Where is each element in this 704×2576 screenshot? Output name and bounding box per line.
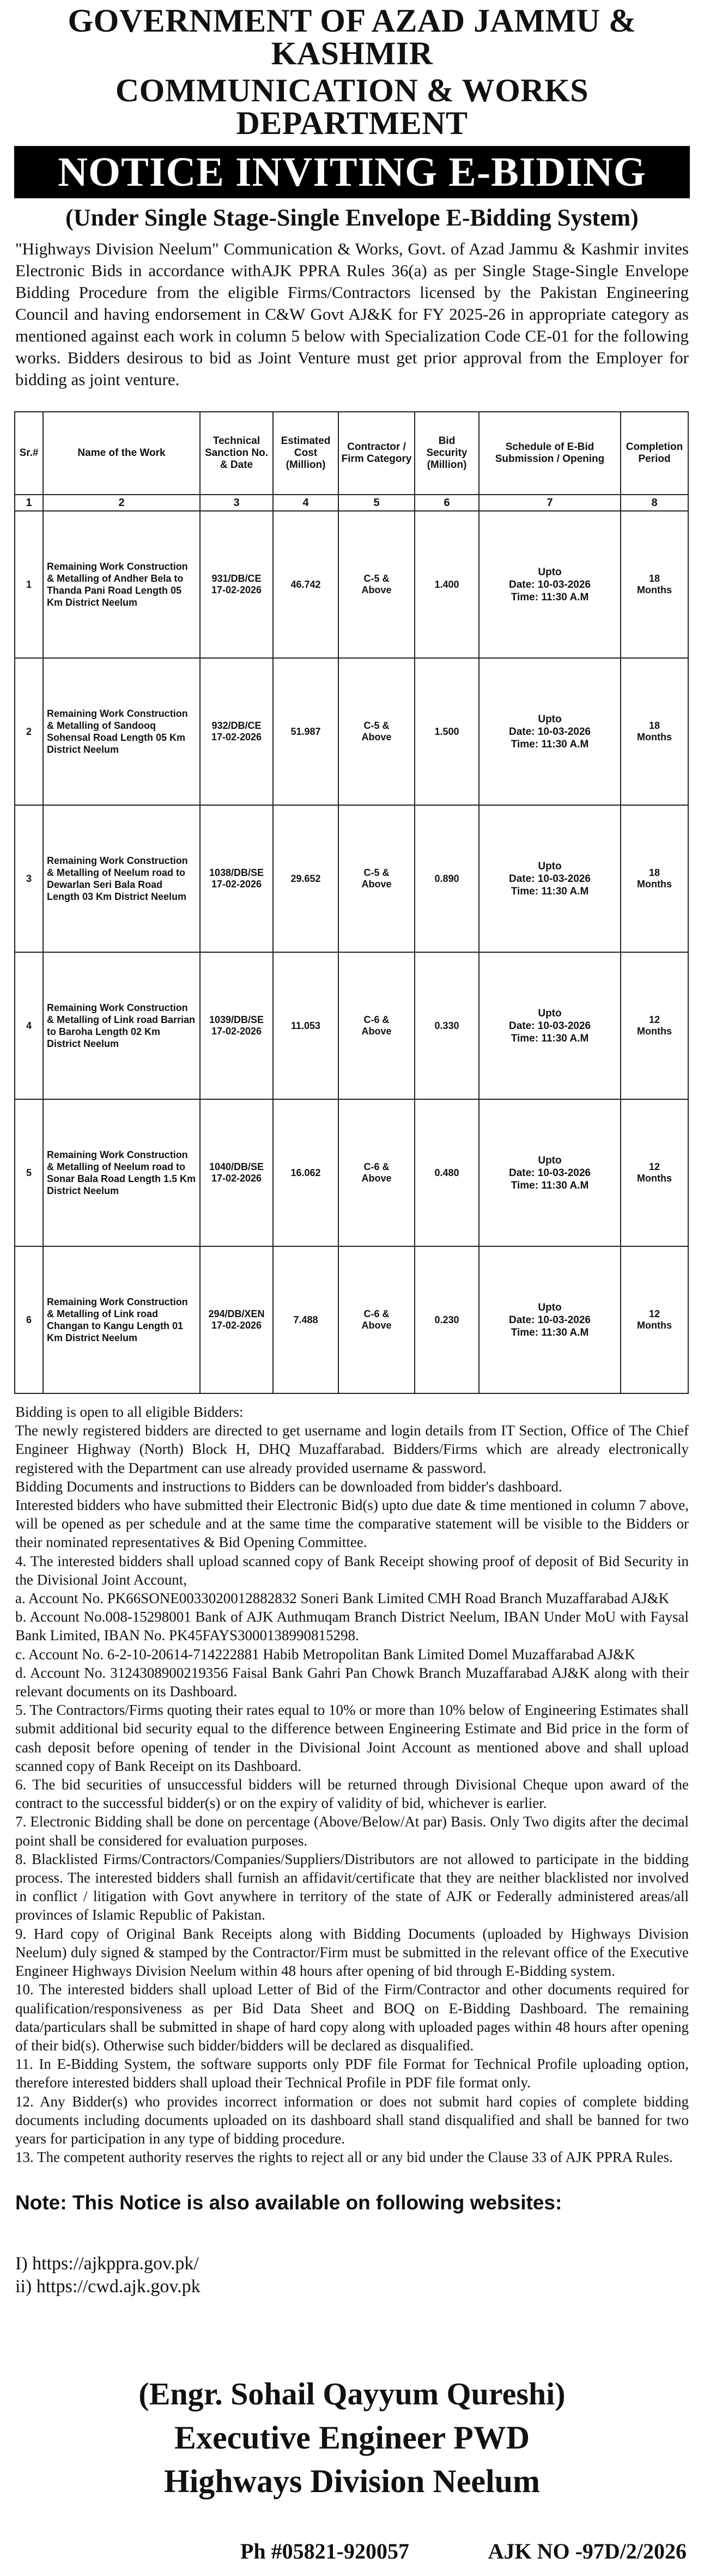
notice-subtitle: (Under Single Stage-Single Envelope E-Bidding System) (65, 204, 639, 231)
schedule-cell (479, 1099, 621, 1246)
security-cell: 0.480 (415, 1099, 479, 1246)
schedule-upto: Upto (538, 1154, 562, 1166)
category-cell (338, 511, 415, 658)
table-row (15, 1246, 688, 1393)
col-header-technical-sanction: Technical Sanction No. & Date (200, 412, 273, 495)
sr-cell: 6 (15, 1246, 43, 1393)
works-table (14, 411, 689, 1394)
period-value: 12 (648, 1161, 660, 1172)
term-paragraph: Bidding Documents and instructions to Bidders can be downloaded from bidder's dashboard. (15, 1478, 562, 1495)
column-number: 7 (479, 495, 621, 511)
cost-cell: 29.652 (273, 805, 338, 952)
completion-cell (621, 1246, 688, 1393)
period-value: 18 (648, 720, 660, 731)
government-heading: GOVERNMENT OF AZAD JAMMU & KASHMIR (68, 3, 636, 71)
completion-cell (621, 805, 688, 952)
table-row (15, 952, 688, 1099)
schedule-cell (479, 658, 621, 805)
table-row (15, 805, 688, 952)
ts-cell (200, 805, 273, 952)
footer-line (14, 2538, 690, 2571)
schedule-time: Time: 11:30 A.M (511, 591, 589, 603)
schedule-date: Date: 10-03-2026 (509, 578, 591, 590)
category-above: Above (361, 1320, 392, 1331)
col-header-bid-security: Bid Security (Million) (415, 412, 479, 495)
schedule-upto: Upto (538, 1007, 562, 1019)
completion-cell (621, 1099, 688, 1246)
period-unit: Months (637, 1320, 672, 1331)
cost-cell: 51.987 (273, 658, 338, 805)
category-cell (338, 1246, 415, 1393)
column-number: 8 (621, 495, 688, 511)
completion-cell (621, 511, 688, 658)
schedule-time: Time: 11:30 A.M (511, 885, 589, 897)
ts-cell (200, 658, 273, 805)
note-heading: Note: This Notice is also available on following websites: (15, 2191, 562, 2214)
ts-date: 17-02-2026 (211, 1320, 262, 1331)
schedule-date: Date: 10-03-2026 (509, 873, 591, 885)
ts-date: 17-02-2026 (211, 584, 262, 595)
col-header-category: Contractor / Firm Category (338, 412, 415, 495)
column-number: 3 (200, 495, 273, 511)
phone-number: Ph #05821-920057 (240, 2539, 409, 2563)
category-above: Above (361, 1026, 392, 1037)
period-value: 12 (648, 1308, 660, 1319)
column-number: 1 (15, 495, 43, 511)
ts-cell (200, 511, 273, 658)
term-paragraph: 10. The interested bidders shall upload Letter of Bid of the Firm/Contractor and other documents required for qualification/responsiveness as per Bid Data Sheet and BOQ on E-Bidding Dashboard. The remaining data/particulars shall be submitted in shape of hard copy along with uploaded pages within 48 hours after opening of their bid(s). Otherwise such bidder/bidders will be declared as disqualified. (15, 1981, 689, 2054)
term-paragraph: a. Account No. PK66SONE0033020012882832 Soneri Bank Limited CMH Road Branch Muzaffarabad AJ&K (15, 1590, 670, 1607)
ts-number: 1040/DB/SE (209, 1161, 264, 1172)
ajk-reference: AJK NO -97D/2/2026 (488, 2539, 687, 2563)
term-paragraph: b. Account No.008-15298001 Bank of AJK Authmuqam Branch District Neelum, IBAN Under MoU with Faysal Bank Limited, IBAN No. PK45FAYS3000138990815298. (15, 1609, 689, 1644)
schedule-date: Date: 10-03-2026 (509, 1167, 591, 1179)
work-name-cell: Remaining Work Construction & Metalling of Sandooq Sohensal Road Length 05 Km District Neelum (43, 658, 200, 805)
term-paragraph: Interested bidders who have submitted their Electronic Bid(s) upto due date & time mentioned in column 7 above, will be opened as per schedule and at the same time the comparative statement will be visible to the Bidders or their nominated representatives & Bid Opening Committee. (15, 1497, 689, 1551)
schedule-upto: Upto (538, 1301, 562, 1313)
table-row (15, 511, 688, 658)
schedule-date: Date: 10-03-2026 (509, 726, 591, 738)
period-unit: Months (637, 732, 672, 742)
ts-cell (200, 1099, 273, 1246)
period-unit: Months (637, 879, 672, 890)
category-class: C-6 & (363, 1161, 390, 1172)
schedule-time: Time: 11:30 A.M (511, 1032, 589, 1044)
term-paragraph: 11. In E-Bidding System, the software supports only PDF file Format for Technical Profile uploading option, therefore interested bidders shall upload their Technical Profile in PDF file format only. (15, 2056, 689, 2091)
website-list (15, 2252, 690, 2298)
cost-cell: 7.488 (273, 1246, 338, 1393)
category-class: C-6 & (363, 1014, 390, 1025)
work-name-cell: Remaining Work Construction & Metalling of Neelum road to Dewarlan Seri Bala Road Length 03 Km District Neelum (43, 805, 200, 952)
term-paragraph: d. Account No. 3124308900219356 Faisal Bank Gahri Pan Chowk Branch Muzaffarabad AJ&K along with their relevant documents on its Dashboard. (15, 1664, 689, 1700)
ts-number: 932/DB/CE (211, 720, 262, 731)
completion-cell (621, 658, 688, 805)
cost-cell: 16.062 (273, 1099, 338, 1246)
ts-date: 17-02-2026 (211, 732, 262, 742)
term-paragraph: Bidding is open to all eligible Bidders: (15, 1404, 244, 1420)
schedule-cell (479, 952, 621, 1099)
security-cell: 0.230 (415, 1246, 479, 1393)
category-cell (338, 952, 415, 1099)
security-cell: 1.400 (415, 511, 479, 658)
col-header-work: Name of the Work (43, 412, 200, 495)
table-row (15, 658, 688, 805)
term-paragraph: 12. Any Bidder(s) who provides incorrect information or does not submit hard copies of complete bidding documents including documents uploaded on its dashboard shall stand disqualified and shall be banned for two years for participation in any type of bidding procedure. (15, 2093, 689, 2147)
ts-number: 1038/DB/SE (209, 867, 264, 878)
work-name-cell: Remaining Work Construction & Metalling of Neelum road to Sonar Bala Road Length 1.5 Km District Neelum (43, 1099, 200, 1246)
col-header-schedule: Schedule of E-Bid Submission / Opening (479, 412, 621, 495)
work-name-cell: Remaining Work Construction & Metalling of Andher Bela to Thanda Pani Road Length 05 Km District Neelum (43, 511, 200, 658)
sr-cell: 4 (15, 952, 43, 1099)
schedule-cell (479, 805, 621, 952)
schedule-time: Time: 11:30 A.M (511, 1179, 589, 1191)
ts-date: 17-02-2026 (211, 879, 262, 890)
completion-cell (621, 952, 688, 1099)
ts-number: 294/DB/XEN (208, 1308, 265, 1319)
terms-section (15, 1403, 689, 2166)
work-name-cell: Remaining Work Construction & Metalling of Link road Barrian to Baroha Length 02 Km District Neelum (43, 952, 200, 1099)
column-number-row (15, 495, 688, 511)
schedule-upto: Upto (538, 713, 562, 725)
category-class: C-5 & (363, 573, 390, 584)
schedule-upto: Upto (538, 860, 562, 872)
schedule-date: Date: 10-03-2026 (509, 1020, 591, 1032)
department-heading: COMMUNICATION & WORKS DEPARTMENT (115, 72, 589, 141)
officer-designation: Executive Engineer PWD (174, 2420, 530, 2456)
work-name-cell: Remaining Work Construction & Metalling of Link road Changan to Kangu Length 01 Km District Neelum (43, 1246, 200, 1393)
cost-cell: 46.742 (273, 511, 338, 658)
sr-cell: 3 (15, 805, 43, 952)
term-paragraph: 9. Hard copy of Original Bank Receipts along with Bidding Documents (uploaded by Highways Division Neelum) duly signed & stamped by the Contractor/Firm must be submitted in the relevant office of the Executive Engineer Highways Division Neelum within 48 hours after opening of bid through E-Bidding system. (15, 1925, 689, 1980)
category-above: Above (361, 879, 392, 890)
term-paragraph: 4. The interested bidders shall upload scanned copy of Bank Receipt showing proof of deposit of Bid Security in the Divisional Joint Account, (15, 1552, 689, 1588)
period-unit: Months (637, 584, 672, 595)
column-number: 2 (43, 495, 200, 511)
category-class: C-6 & (363, 1308, 390, 1319)
schedule-time: Time: 11:30 A.M (511, 738, 589, 750)
schedule-date: Date: 10-03-2026 (509, 1314, 591, 1326)
category-cell (338, 805, 415, 952)
category-cell (338, 658, 415, 805)
schedule-cell (479, 511, 621, 658)
security-cell: 1.500 (415, 658, 479, 805)
category-cell (338, 1099, 415, 1246)
ts-cell (200, 952, 273, 1099)
column-number: 5 (338, 495, 415, 511)
website-link-cwd[interactable]: ii) https://cwd.ajk.gov.pk (15, 2276, 201, 2297)
col-header-sr: Sr.# (15, 412, 43, 495)
intro-paragraph: "Highways Division Neelum" Communication & Works, Govt. of Azad Jammu & Kashmir invites Electronic Bids in accordance withAJK PPRA Rules 36(a) as per Single Stage-Single Envelope Bidding Procedure from the eligible Firms/Contractors licensed by the Pakistan Engineering Council and having endorsement in C&W Govt AJ&K for FY 2025-26 in appropriate category as mentioned against each work in column 5 below with Specialization Code CE-01 for the following works. Bidders desirous to bid as Joint Venture must get prior approval from the Employer for bidding as joint venture. (15, 239, 689, 389)
ts-number: 931/DB/CE (211, 573, 262, 584)
schedule-time: Time: 11:30 A.M (511, 1326, 589, 1338)
category-above: Above (361, 732, 392, 742)
sr-cell: 2 (15, 658, 43, 805)
table-row (15, 1099, 688, 1246)
period-value: 18 (648, 573, 660, 584)
column-number: 4 (273, 495, 338, 511)
col-header-completion: Completion Period (621, 412, 688, 495)
notice-title-banner: NOTICE INVITING E-BIDING (14, 146, 690, 198)
cost-cell: 11.053 (273, 952, 338, 1099)
sr-cell: 5 (15, 1099, 43, 1246)
term-paragraph: 13. The competent authority reserves the rights to reject all or any bid under the Clause 33 of AJK PPRA Rules. (15, 2149, 673, 2166)
category-class: C-5 & (363, 867, 390, 878)
signature-block (0, 2372, 704, 2503)
term-paragraph: 6. The bid securities of unsuccessful bidders will be returned through Divisional Cheque upon award of the contract to the successful bidder(s) or on the expiry of validity of bid, whichever is earlier. (15, 1776, 689, 1812)
term-paragraph: 5. The Contractors/Firms quoting their rates equal to 10% or more than 10% below of Engineering Estimates shall submit additional bid security equal to the difference between Engineering Estimate and Bid price in the form of cash deposit before opening of tender in the Divisional Joint Account as mentioned above and shall upload scanned copy of Bank Receipt on its Dashboard. (15, 1702, 689, 1774)
category-class: C-5 & (363, 720, 390, 731)
term-paragraph: The newly registered bidders are directed to get username and login details from IT Section, Office of The Chief Engineer Highway (North) Block H, DHQ Muzaffarabad. Bidders/Firms which are already electronically registered with the Department can use already provided username & password. (15, 1422, 689, 1476)
ts-date: 17-02-2026 (211, 1026, 262, 1037)
term-paragraph: 7. Electronic Bidding shall be done on percentage (Above/Below/At par) Basis. Only Two digits after the decimal point shall be considered for evaluation purposes. (15, 1813, 689, 1849)
ts-date: 17-02-2026 (211, 1173, 262, 1184)
ts-number: 1039/DB/SE (209, 1014, 264, 1025)
website-link-ajkppra[interactable]: I) https://ajkppra.gov.pk/ (15, 2254, 199, 2274)
column-number: 6 (415, 495, 479, 511)
security-cell: 0.890 (415, 805, 479, 952)
period-unit: Months (637, 1173, 672, 1184)
period-value: 18 (648, 867, 660, 878)
ts-cell (200, 1246, 273, 1393)
security-cell: 0.330 (415, 952, 479, 1099)
category-above: Above (361, 1173, 392, 1184)
schedule-upto: Upto (538, 566, 562, 578)
officer-name: (Engr. Sohail Qayyum Qureshi) (138, 2376, 566, 2411)
officer-division: Highways Division Neelum (163, 2463, 541, 2499)
term-paragraph: 8. Blacklisted Firms/Contractors/Companies/Suppliers/Distributors are not allowed to participate in the bidding process. The interested bidders shall furnish an affidavit/certificate that they are neither blacklisted nor involved in conflict / litigation with Govt anywhere in territory of the state of AJK or Federally administered areas/all provinces of Islamic Republic of Pakistan. (15, 1850, 689, 1923)
category-above: Above (361, 584, 392, 595)
period-unit: Months (637, 1026, 672, 1037)
period-value: 12 (648, 1014, 660, 1025)
sr-cell: 1 (15, 511, 43, 658)
term-paragraph: c. Account No. 6-2-10-20614-714222881 Habib Metropolitan Bank Limited Domel Muzaffarabad AJ&K (15, 1646, 635, 1662)
col-header-estimated-cost: Estimated Cost (Million) (273, 412, 338, 495)
schedule-cell (479, 1246, 621, 1393)
